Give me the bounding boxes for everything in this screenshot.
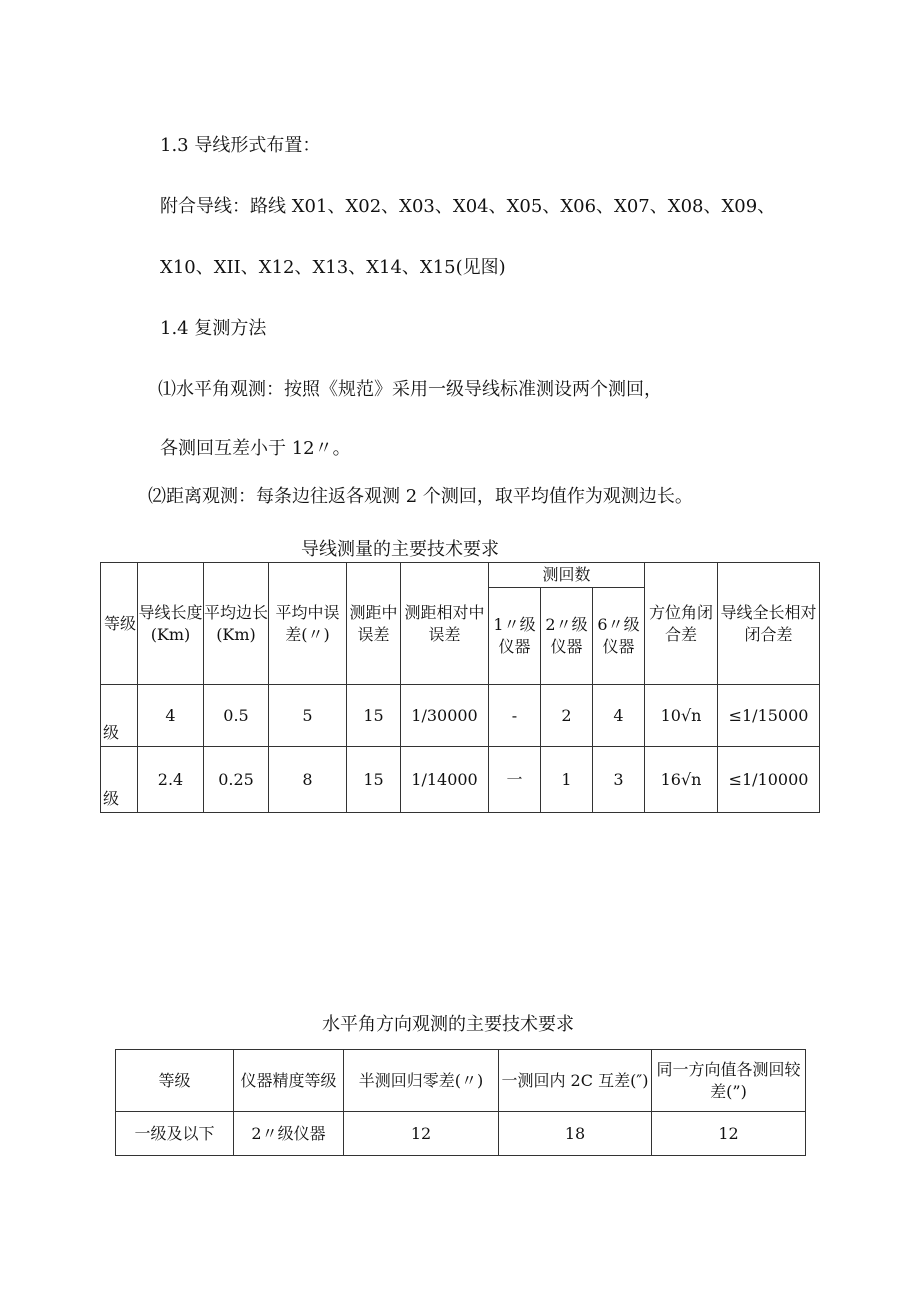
cell-distance-error: 15 xyxy=(347,685,401,747)
section-1-3-heading: 1.3 导线形式布置： xyxy=(160,135,321,156)
cell-closure: ≤1/15000 xyxy=(718,685,820,747)
cell-same-direction: 12 xyxy=(652,1112,806,1156)
cell-precision: 2〃级仪器 xyxy=(234,1112,344,1156)
header-relative-error: 测距相对中误差 xyxy=(401,563,489,685)
header-inst-2s: 2〃级仪器 xyxy=(541,588,593,685)
cell-inst-6s: 3 xyxy=(593,747,645,813)
cell-closure: ≤1/10000 xyxy=(718,747,820,813)
cell-grade: 级 xyxy=(101,685,138,747)
header-grade: 等级 xyxy=(101,563,138,685)
table1-caption: 导线测量的主要技术要求 xyxy=(301,539,499,560)
paragraph-routes-cont: X10、XII、X12、X13、X14、X15(见图) xyxy=(160,257,506,278)
cell-azimuth: 10√n xyxy=(645,685,718,747)
header-distance-error: 测距中误差 xyxy=(347,563,401,685)
cell-inst-6s: 4 xyxy=(593,685,645,747)
table-row xyxy=(116,1112,806,1156)
header-closure: 导线全长相对闭合差 xyxy=(718,563,820,685)
cell-half-round: 12 xyxy=(344,1112,499,1156)
header-precision: 仪器精度等级 xyxy=(234,1050,344,1112)
paragraph-distance-observation: ⑵距离观测：每条边往返各观测 2 个测回，取平均值作为观测边长。 xyxy=(148,486,693,507)
header-angle-error: 平均中误差(〃) xyxy=(269,563,347,685)
header-inst-1s: 1〃级仪器 xyxy=(489,588,541,685)
header-azimuth: 方位角闭合差 xyxy=(645,563,718,685)
cell-angle-error: 5 xyxy=(269,685,347,747)
cell-grade: 级 xyxy=(101,747,138,813)
header-rounds: 测回数 xyxy=(489,563,645,588)
table-row xyxy=(101,747,820,813)
cell-two-c: 18 xyxy=(499,1112,652,1156)
cell-relative-error: 1/14000 xyxy=(401,747,489,813)
header-inst-6s: 6〃级仪器 xyxy=(593,588,645,685)
header-half-round: 半测回归零差(〃) xyxy=(344,1050,499,1112)
traverse-requirements-table xyxy=(100,562,820,813)
cell-inst-1s: 一 xyxy=(489,747,541,813)
paragraph-angle-observation-cont: 各测回互差小于 12〃。 xyxy=(160,438,351,459)
cell-azimuth: 16√n xyxy=(645,747,718,813)
paragraph-routes: 附合导线：路线 X01、X02、X03、X04、X05、X06、X07、X08、X09、 xyxy=(160,196,776,217)
cell-avg-side: 0.5 xyxy=(204,685,269,747)
cell-relative-error: 1/30000 xyxy=(401,685,489,747)
section-1-4-heading: 1.4 复测方法 xyxy=(160,318,267,339)
header-grade: 等级 xyxy=(116,1050,234,1112)
header-two-c: 一测回内 2C 互差(″) xyxy=(499,1050,652,1112)
cell-length: 2.4 xyxy=(138,747,204,813)
cell-inst-2s: 1 xyxy=(541,747,593,813)
cell-length: 4 xyxy=(138,685,204,747)
header-avg-side: 平均边长(Km) xyxy=(204,563,269,685)
cell-inst-2s: 2 xyxy=(541,685,593,747)
header-same-direction: 同一方向值各测回较差(”) xyxy=(652,1050,806,1112)
paragraph-angle-observation: ⑴水平角观测：按照《规范》采用一级导线标准测设两个测回， xyxy=(158,379,662,400)
table-row xyxy=(101,685,820,747)
table2-caption: 水平角方向观测的主要技术要求 xyxy=(322,1014,574,1035)
cell-inst-1s: - xyxy=(489,685,541,747)
cell-grade: 一级及以下 xyxy=(116,1112,234,1156)
cell-distance-error: 15 xyxy=(347,747,401,813)
cell-avg-side: 0.25 xyxy=(204,747,269,813)
horizontal-angle-requirements-table xyxy=(115,1049,806,1156)
cell-angle-error: 8 xyxy=(269,747,347,813)
header-length: 导线长度(Km) xyxy=(138,563,204,685)
